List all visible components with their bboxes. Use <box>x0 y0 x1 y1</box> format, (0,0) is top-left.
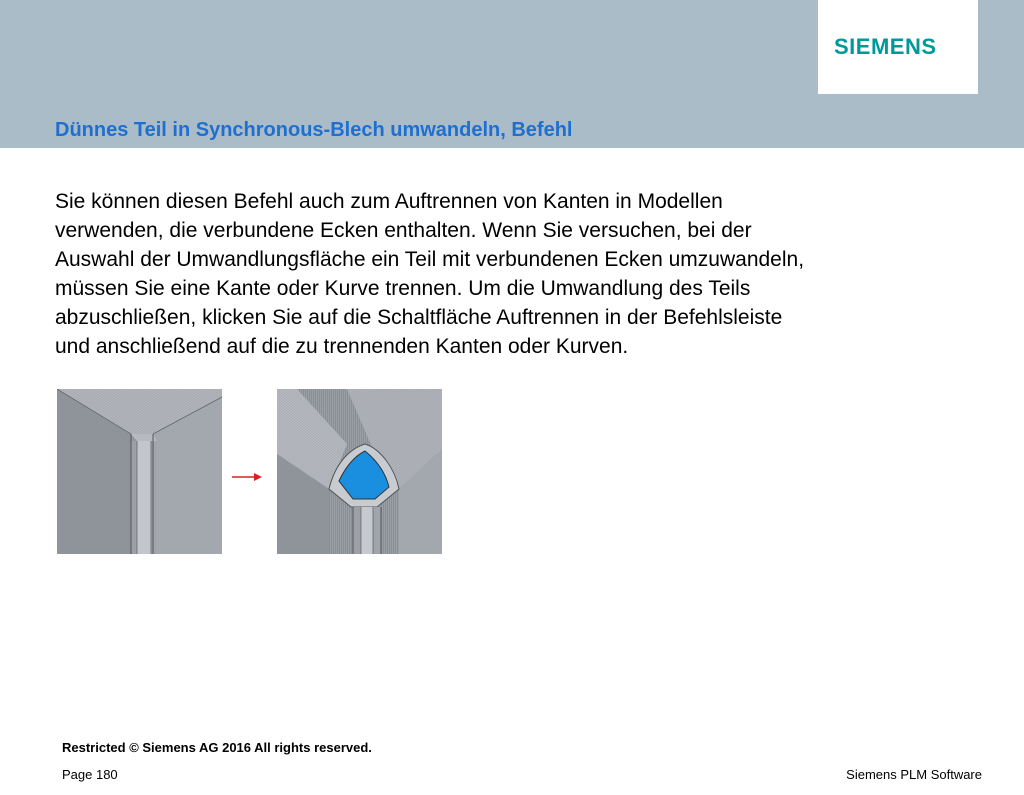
body-line: müssen Sie eine Kante oder Kurve trennen. Um die Umwandlung des Teils <box>55 277 751 300</box>
corner-after-image <box>277 389 442 554</box>
corner-before-image <box>57 389 222 554</box>
body-line: und anschließend auf die zu trennenden Kanten oder Kurven. <box>55 335 629 358</box>
arrow-right-icon <box>232 470 264 484</box>
siemens-logo: SIEMENS <box>834 34 937 59</box>
body-line: abzuschließen, klicken Sie auf die Schaltfläche Auftrennen in der Befehlsleiste <box>55 306 783 329</box>
page-number: Page 180 <box>62 767 118 782</box>
body-paragraph <box>55 187 985 361</box>
company-name: Siemens PLM Software <box>846 767 982 782</box>
page-title: Dünnes Teil in Synchronous-Blech umwandeln, Befehl <box>55 119 573 141</box>
body-line: verwenden, die verbundene Ecken enthalten. Wenn Sie versuchen, bei der <box>55 219 752 242</box>
body-line: Auswahl der Umwandlungsfläche ein Teil mit verbundenen Ecken umzuwandeln, <box>55 248 805 271</box>
restricted-notice: Restricted © Siemens AG 2016 All rights reserved. <box>62 740 372 755</box>
body-line: Sie können diesen Befehl auch zum Auftrennen von Kanten in Modellen <box>55 190 723 213</box>
